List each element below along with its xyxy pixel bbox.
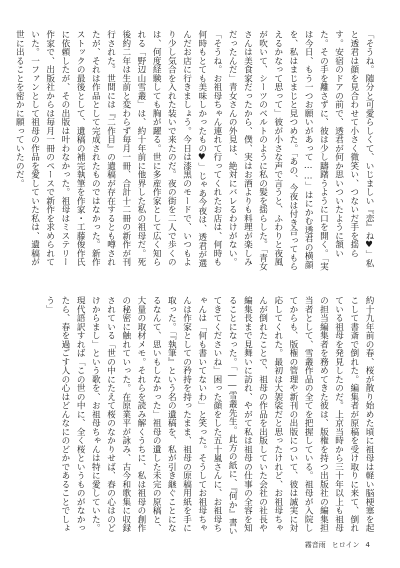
page-number: 4 [365, 541, 370, 549]
text-block-top: 「そうね。随分と可愛らしくて、いじましい『恋』ね♥」私と透君は顔を見合わせて小さく微笑い、つないだ手を揺らす。安宿のドアの前で、透君が何か思いついたように頷いた。その手を離さずに、彼は少し躊躇うように口を開く。「実は今日、もう一つお願いがあって……」はにかむ透君の横顔を、私はまじまじと見つめた。「あの、今夜は付き合ってもらえるかなって思って」彼が小さな声で言うと、ふわりと夜風が吹いて、シーツのベルトのように私の髪を揺らした。「青女さんは美食家だったから、僕、実はお酒よりも料理が楽しみだったんだ」青女さんの外見は、絶対にバレるわけがない。「そうね。お祖母ちゃん連れて行ってくれたお店は、何時も何時もとても美味しかったもの♥」じゃあ今夜は、透君が選んだお店に行きましょう。今日は漆黒のモードで、いつもより少し気合を入れた装いで来たのだ。夜の街を二人で歩くのは、何度経験しても胸が躍る。世に多産作家として広く知られる「野辺山雪叢」は、約十年前に他界した私の祖母だ。死後約二年は生前と変わらず毎月一冊、合計十二冊の新作が刊行された。世間には『二作目』の遺稿が存在するとも噂されたが、それは作品として完成されたものではなかった。新作ストックの最後として、遺稿の補完執筆を作家・工藤俊作氏に依頼したが、その出版は叶わなかった。祖母はミステリー作家で、出版社からは毎月一冊のペースで新作を求められていた。一ファンとして祖母の作品を愛していた私は、遺稿が世に出ることを密かに願っていたのだ。 [14, 30, 374, 271]
footer-left-label: 霧音雨 [304, 541, 326, 549]
footer-middle-label: ヒロイン [331, 541, 360, 549]
text-block-bottom: 約十九年前の春、桜が散り始めた頃に祖母は軽い脳梗塞を起こして書斎で倒れた。編集者が原稿を受け取りに来て、倒れている祖母を発見したのだ。上京当時から三十年以上も祖母の担当編集者を務めてきた彼は、版権を持つ出版社の編集担当者として、雪叢作品の全てを把握している。祖母が入院してからも、版権の管理や新刊の出版について、彼は誠実に対応してくれた。最初は大袈裟だと思ったけれど、お祖母ちゃんが倒れたことで、祖母の作品を出版していた会社の社長や編集長まで見舞いに訪れ、やがて私は祖母の仕事の全容を知ることになった。「――雪叢先生。此方の紙に、『何か』書いてきてくださいね」困った顔をした五十嵐さんに、お祖母ちゃんは「何も書いてないわ」と笑った。そうしてお祖母ちゃんは作家としての矜持を持ったまま、祖母の原稿用紙を手に取った。「『執筆』という名の遺稿を、私が引き継ぐことになるなんて、思いもしなかった」祖母の遺した未完の原稿と、大量の取材メモ。それらを読み解くうちに、私は祖母の創作の秘密に触れていった。在原業平が詠み、古今和歌集に収録されている「世の中にたえて桜のなかりせば、春の心はのどけからまし」という歌を、お祖母ちゃんは特に愛していた。現代語訳すれば「この世の中に、全く桜というものがなかったら、春を過ごす人の心はどんなにのどかであることでしょう」 [44, 296, 374, 536]
page-footer [305, 540, 370, 550]
